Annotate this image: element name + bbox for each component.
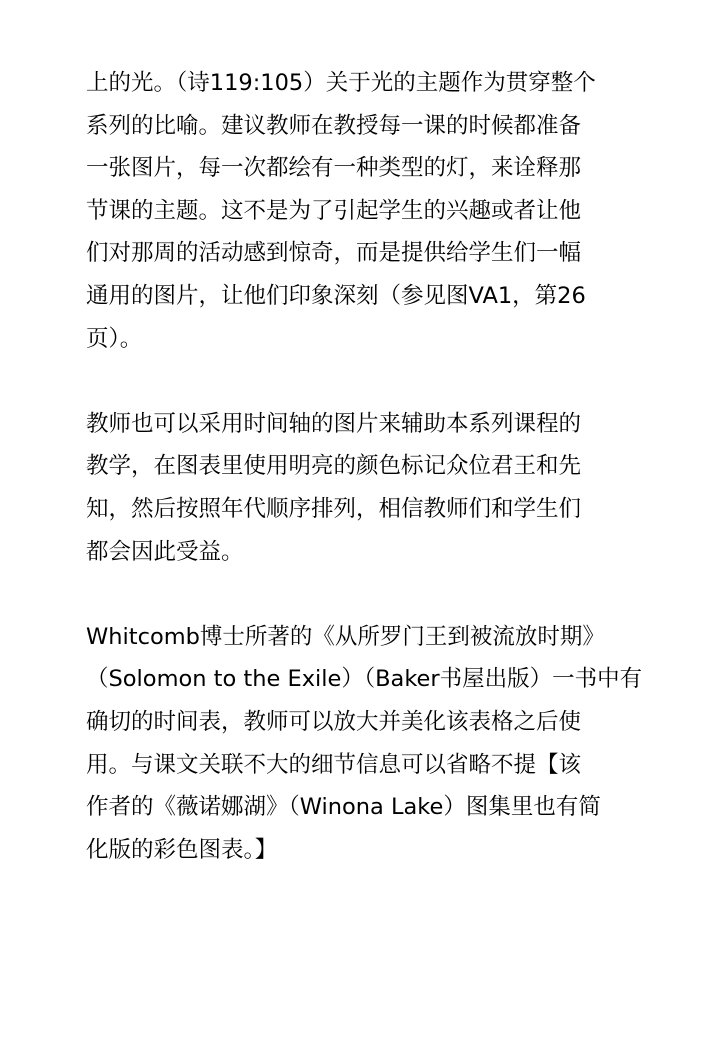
text-line: 作者的《薇诺娜湖》（Winona Lake）图集里也有简	[86, 794, 601, 821]
text-line: 们对那周的活动感到惊奇，而是提供给学生们一幅	[86, 240, 582, 267]
text-line: 一张图片，每一次都绘有一种类型的灯，来诠释那	[86, 155, 582, 182]
text-line: 页）。	[86, 325, 143, 352]
paragraph-light-theme	[86, 62, 646, 360]
text-line: 教学，在图表里使用明亮的颜色标记众位君王和先	[86, 453, 582, 480]
text-line: 化版的彩色图表。】	[86, 836, 278, 863]
text-line: 通用的图片，让他们印象深刻（参见图VA1，第26	[86, 282, 586, 309]
text-line: 教师也可以采用时间轴的图片来辅助本系列课程的	[86, 410, 582, 437]
paragraph-timeline	[86, 403, 646, 573]
text-line: 都会因此受益。	[86, 538, 244, 565]
text-line: 系列的比喻。建议教师在教授每一课的时候都准备	[86, 112, 582, 139]
document-page	[86, 62, 646, 914]
text-line: 节课的主题。这不是为了引起学生的兴趣或者让他	[86, 197, 582, 224]
text-line: 知，然后按照年代顺序排列，相信教师们和学生们	[86, 495, 582, 522]
text-line: Whitcomb博士所著的《从所罗门王到被流放时期》	[86, 623, 605, 650]
text-line: （Solomon to the Exile）（Baker书屋出版）一书中有	[86, 666, 643, 693]
paragraph-whitcomb-reference	[86, 616, 646, 872]
text-line: 用。与课文关联不大的细节信息可以省略不提【该	[86, 751, 582, 778]
text-line: 确切的时间表，教师可以放大并美化该表格之后使	[86, 708, 582, 735]
text-line: 上的光。（诗119:105）关于光的主题作为贯穿整个	[86, 70, 596, 96]
